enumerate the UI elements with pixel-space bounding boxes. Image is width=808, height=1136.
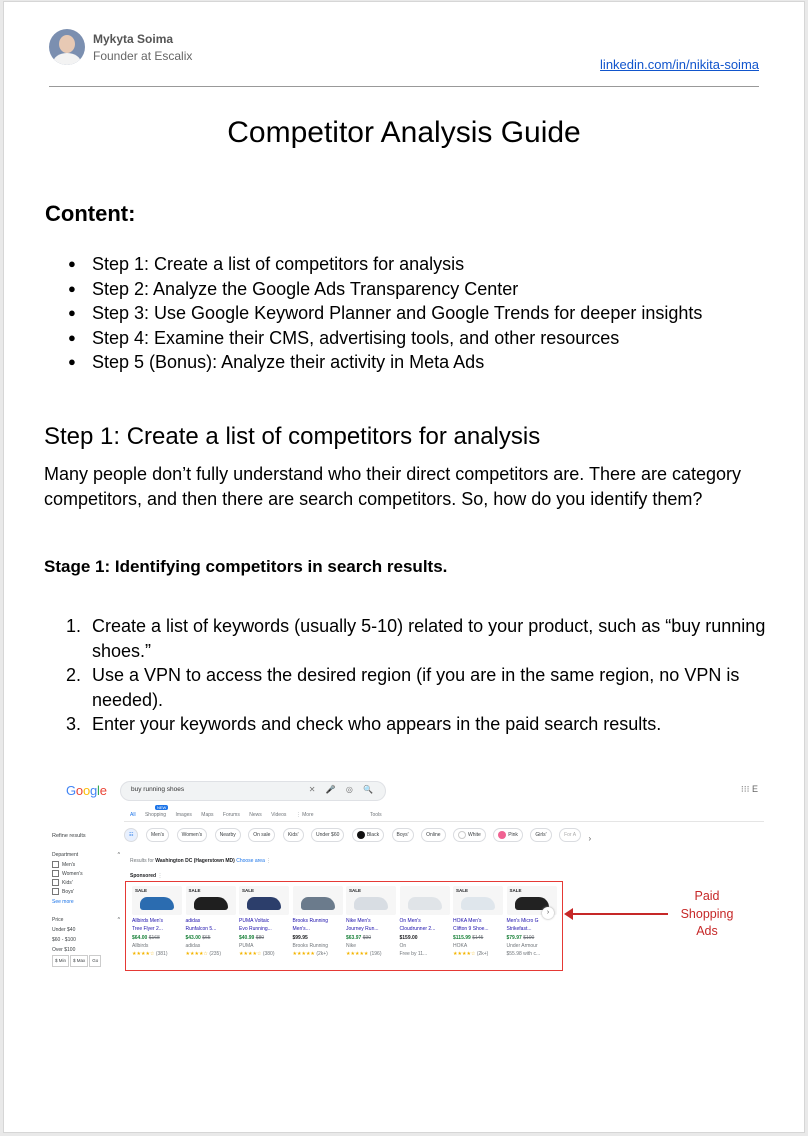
chip-label: Black <box>366 832 380 838</box>
product-store: Nike <box>346 943 357 949</box>
product-title-2[interactable]: Clifton 9 Shoe... <box>453 926 489 932</box>
star-rating-icon: ★★★★☆ <box>453 951 476 957</box>
list-item <box>66 663 766 712</box>
tab-images[interactable]: Images <box>175 812 192 818</box>
chip-nearby[interactable]: Nearby <box>215 828 241 842</box>
chip-pink[interactable] <box>493 828 523 842</box>
product-rating <box>132 951 168 957</box>
paid-shopping-ads-annotation <box>672 888 742 941</box>
product-rating <box>239 951 275 957</box>
table-of-contents <box>66 252 702 375</box>
product-title[interactable]: PUMA Voltaic <box>239 918 270 924</box>
star-rating-icon: ★★★★★ <box>292 951 315 957</box>
search-tabs <box>130 805 322 818</box>
toc-item: ● Step 2: Analyze the Google Ads Transparency Center <box>66 277 702 302</box>
chip-online[interactable]: Online <box>421 828 445 842</box>
shoe-image <box>194 897 228 910</box>
tab-more[interactable]: ⋮ More <box>295 812 314 818</box>
product-store: Under Armour <box>506 943 538 949</box>
choose-area-link[interactable]: Choose area <box>236 858 265 864</box>
rating-count: (235) <box>209 951 221 957</box>
document-page <box>4 2 804 1132</box>
price-current: $63.97 <box>346 935 362 941</box>
sale-badge: SALE <box>135 888 148 893</box>
filter-option[interactable] <box>52 860 120 870</box>
toc-item: ● Step 4: Examine their CMS, advertising tools, and other resources <box>66 326 702 351</box>
search-action-icons[interactable]: ✕ 🎤 ◎ 🔍 <box>308 785 377 794</box>
product-card[interactable] <box>186 886 236 966</box>
star-rating-icon: ★★★★☆ <box>132 951 155 957</box>
color-swatch-pink <box>498 831 506 839</box>
tab-forums[interactable]: Forums <box>222 812 240 818</box>
product-card[interactable] <box>453 886 503 966</box>
product-title-2[interactable]: Cloudrunner 2... <box>399 926 436 932</box>
shoe-image <box>354 897 388 910</box>
product-title-2[interactable]: Strikefast... <box>506 926 532 932</box>
product-card[interactable] <box>132 886 182 966</box>
shoe-image <box>301 897 335 910</box>
star-rating-icon: ★★★★★ <box>346 951 369 957</box>
list-number: 1. <box>66 616 82 636</box>
avatar-shirt <box>53 53 81 65</box>
chevron-right-icon[interactable]: › <box>588 834 592 843</box>
product-image[interactable] <box>239 886 289 915</box>
department-filter <box>52 850 120 907</box>
rating-count: $55.98 with c... <box>506 951 541 957</box>
tab-news[interactable]: News <box>249 812 262 818</box>
filter-title: Department <box>52 852 79 858</box>
step1-paragraph: Many people don’t fully understand who their direct competitors are. There are category competitors, and then there are search competitors. So, how do you identify them? <box>44 464 742 509</box>
tab-videos[interactable]: Videos <box>271 812 287 818</box>
product-image[interactable] <box>453 886 503 915</box>
info-icon[interactable]: ⋮ <box>157 873 163 879</box>
product-price <box>346 935 371 941</box>
rating-count: (380) <box>262 951 275 957</box>
list-text: Use a VPN to access the desired region (if you are in the same region, no VPN is needed). <box>92 665 740 710</box>
product-rating <box>453 951 488 957</box>
product-rating <box>293 951 328 957</box>
chip-white[interactable] <box>453 828 486 842</box>
checkbox[interactable] <box>52 879 59 886</box>
price-old: $80 <box>255 935 265 941</box>
price-old: $145 <box>472 935 484 941</box>
price-max-input[interactable]: $ Max <box>70 955 88 967</box>
checkbox[interactable] <box>52 861 59 868</box>
sponsored-text: Sponsored <box>130 873 157 879</box>
chip-under-60[interactable]: Under $60 <box>311 828 344 842</box>
product-price <box>453 935 483 941</box>
avatar-face <box>59 35 75 53</box>
option-label: Kids' <box>62 880 73 886</box>
product-card[interactable] <box>239 886 289 966</box>
price-old: $90 <box>362 935 372 941</box>
color-swatch-white <box>458 831 466 839</box>
option-label: Boys' <box>62 889 75 895</box>
document-title: Competitor Analysis Guide <box>227 116 581 149</box>
results-location <box>130 858 271 864</box>
caret-up-icon[interactable]: ^ <box>117 917 120 923</box>
product-price <box>293 935 308 941</box>
chip-filter-icon[interactable]: ☷ <box>124 828 138 842</box>
star-rating-icon: ★★★★☆ <box>239 951 262 957</box>
product-store: Allbirds <box>132 943 149 949</box>
product-card[interactable] <box>293 886 343 966</box>
department-title <box>52 850 120 860</box>
chip-mens[interactable]: Men's <box>146 828 169 842</box>
refine-results-label: Refine results <box>52 833 86 839</box>
product-price <box>132 935 160 941</box>
sale-badge: SALE <box>188 888 201 893</box>
results-for-label: Results for <box>130 858 154 864</box>
product-store: On <box>399 943 407 949</box>
product-rating <box>346 951 382 957</box>
shoe-image <box>408 897 442 910</box>
product-image[interactable] <box>186 886 236 915</box>
product-card[interactable] <box>400 886 450 966</box>
price-current: $79.97 <box>506 935 522 941</box>
product-store: PUMA <box>239 943 254 949</box>
list-item <box>66 712 766 737</box>
sponsored-label <box>130 873 163 879</box>
chip-for-a[interactable]: For A <box>559 828 581 842</box>
price-filter <box>52 915 120 965</box>
price-current: $99.95 <box>292 935 308 941</box>
author-role: Founder at Escalix <box>93 49 193 63</box>
toc-item: ● Step 3: Use Google Keyword Planner and Google Trends for deeper insights <box>66 301 702 326</box>
product-title-2[interactable]: Men's... <box>292 926 310 932</box>
stage1-steps <box>66 614 766 737</box>
stage1-heading: Stage 1: Identifying competitors in search results. <box>44 557 448 576</box>
filter-chips <box>124 828 591 842</box>
sale-badge: SALE <box>242 888 255 893</box>
product-title[interactable]: Brooks Running <box>292 918 329 924</box>
chip-womens[interactable]: Women's <box>177 828 208 842</box>
filter-title: Price <box>52 917 64 923</box>
product-image[interactable] <box>293 886 343 915</box>
product-title-2[interactable]: Journey Run... <box>346 926 379 932</box>
refine-sidebar <box>52 850 120 965</box>
product-store: adidas <box>185 943 201 949</box>
google-search-screenshot <box>44 772 768 982</box>
product-title[interactable]: Men's Micro G <box>506 918 539 924</box>
product-title[interactable]: On Men's <box>399 918 421 924</box>
sale-badge: SALE <box>509 888 522 893</box>
annotation-arrow-icon <box>564 905 676 923</box>
checkbox[interactable] <box>52 870 59 877</box>
paid-shopping-ads-box <box>125 881 563 971</box>
annotation-line: Shopping <box>680 906 734 921</box>
tab-all[interactable]: All <box>130 812 136 818</box>
author-name: Mykyta Soima <box>93 32 174 46</box>
rating-count: (2k+) <box>476 951 489 957</box>
price-current: $43.00 <box>185 935 201 941</box>
product-rating <box>400 951 428 957</box>
list-text: Create a list of keywords (usually 5-10) related to your product, such as “buy running shoes.” <box>92 616 766 661</box>
new-badge: NEW <box>157 805 167 810</box>
toc-item: ● Step 5 (Bonus): Analyze their activity in Meta Ads <box>66 350 702 375</box>
rating-count: Free by 11... <box>399 951 428 957</box>
sale-badge: SALE <box>349 888 362 893</box>
rating-count: (196) <box>369 951 382 957</box>
product-title[interactable]: adidas <box>185 918 201 924</box>
tools-button[interactable]: Tools <box>370 812 382 818</box>
annotation-line: Paid <box>694 889 720 903</box>
price-min-input[interactable]: $ Min <box>52 955 69 967</box>
content-heading: Content: <box>45 201 136 226</box>
color-swatch-black <box>357 831 365 839</box>
product-card[interactable] <box>346 886 396 966</box>
filter-option[interactable] <box>52 888 120 897</box>
tab-shopping[interactable]: Shopping <box>144 812 167 818</box>
search-query: buy running shoes <box>131 786 185 793</box>
price-current: $115.99 <box>453 935 471 941</box>
product-title[interactable]: Allbirds Men's <box>132 918 163 924</box>
price-go-button[interactable]: Go <box>89 955 101 967</box>
chip-girls[interactable]: Girls' <box>530 828 551 842</box>
price-current: $159.00 <box>399 935 418 941</box>
product-price <box>186 935 211 941</box>
chip-black[interactable] <box>352 828 384 842</box>
product-store: Brooks Running <box>292 943 329 949</box>
product-title[interactable]: HOKA Men's <box>453 918 482 924</box>
filter-option[interactable] <box>52 879 120 888</box>
shoe-image <box>140 897 174 910</box>
rating-count: (381) <box>155 951 168 957</box>
checkbox[interactable] <box>52 888 59 895</box>
chip-kids[interactable]: Kids' <box>283 828 304 842</box>
annotation-line: Ads <box>696 924 718 938</box>
list-item <box>66 614 766 663</box>
price-old: $168 <box>148 935 160 941</box>
product-title-2[interactable]: Tree Flyer 2... <box>132 926 163 932</box>
price-option[interactable]: Under $40 <box>52 927 76 933</box>
product-price <box>239 935 264 941</box>
apps-grid-icon[interactable]: ⁝⁝⁝ E <box>740 784 758 794</box>
price-old: $65 <box>202 935 211 941</box>
price-range-inputs <box>52 955 120 965</box>
chip-on-sale[interactable]: On sale <box>248 828 275 842</box>
price-option[interactable]: Over $100 <box>52 947 76 953</box>
price-option[interactable]: $60 - $100 <box>52 937 76 943</box>
product-title-2[interactable]: Evo Running... <box>239 926 272 932</box>
product-price <box>507 935 535 941</box>
star-rating-icon: ★★★★☆ <box>185 951 208 957</box>
toc-item: ● Step 1: Create a list of competitors for analysis <box>66 252 702 277</box>
doc-header <box>49 29 759 87</box>
more-options-icon[interactable]: ⋮ <box>266 858 272 864</box>
author-avatar <box>49 29 85 65</box>
product-image[interactable] <box>400 886 450 915</box>
list-text: Enter your keywords and check who appears in the paid search results. <box>92 714 662 734</box>
price-title <box>52 915 120 925</box>
product-store: HOKA <box>453 943 468 949</box>
tabs-divider <box>124 821 764 822</box>
product-rating <box>507 951 541 957</box>
price-current: $40.99 <box>239 935 255 941</box>
header-divider <box>49 86 759 87</box>
list-number: 3. <box>66 714 82 734</box>
chip-label: Pink <box>508 832 518 838</box>
google-logo: Google <box>66 783 107 798</box>
price-current: $64.00 <box>132 935 148 941</box>
list-number: 2. <box>66 665 82 685</box>
carousel-next-button[interactable]: › <box>542 907 554 919</box>
product-image[interactable] <box>346 886 396 915</box>
product-rating <box>186 951 222 957</box>
option-label: Women's <box>62 871 83 877</box>
sale-badge: SALE <box>456 888 469 893</box>
search-input[interactable] <box>120 781 386 801</box>
shoe-image <box>461 897 495 910</box>
chip-label: White <box>467 832 481 838</box>
tab-maps[interactable]: Maps <box>201 812 214 818</box>
chip-boys[interactable]: Boys' <box>392 828 414 842</box>
price-old: $100 <box>523 935 535 941</box>
shoe-image <box>247 897 281 910</box>
results-location-name: Washington DC (Hagerstown MD) <box>155 858 235 864</box>
product-card[interactable] <box>507 886 557 966</box>
filter-option[interactable] <box>52 870 120 879</box>
option-label: Men's <box>62 862 76 868</box>
product-image[interactable] <box>132 886 182 915</box>
see-more-link[interactable]: See more <box>52 899 74 905</box>
rating-count: (2k+) <box>316 951 328 957</box>
caret-up-icon[interactable]: ^ <box>117 852 120 858</box>
product-title[interactable]: Nike Men's <box>346 918 371 924</box>
step1-heading: Step 1: Create a list of competitors for analysis <box>44 423 541 450</box>
product-price <box>400 935 418 941</box>
linkedin-link[interactable]: linkedin.com/in/nikita-soima <box>600 57 759 72</box>
product-title-2[interactable]: Runfalcon 5... <box>185 926 217 932</box>
